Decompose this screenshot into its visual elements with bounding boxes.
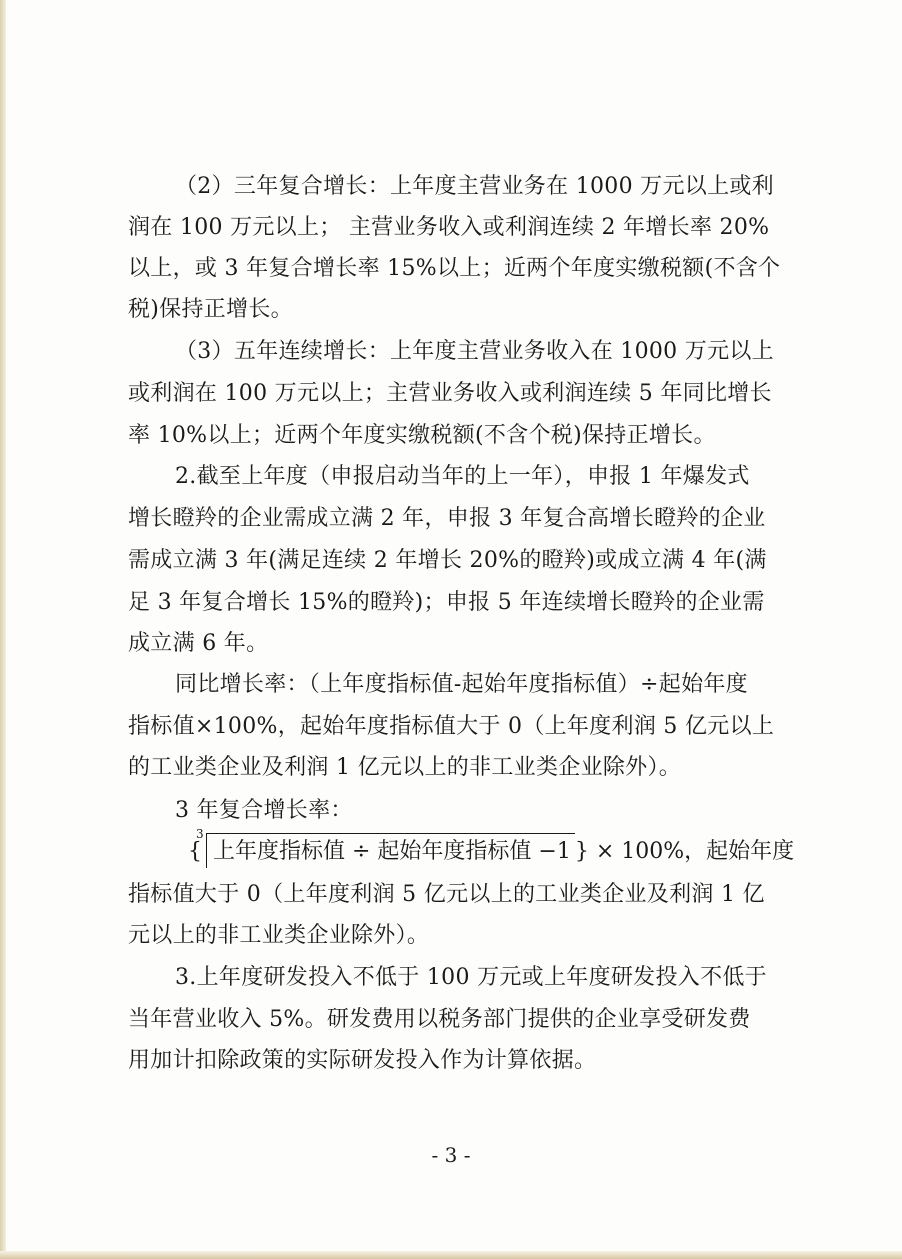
paragraph-line: （2）三年复合增长：上年度主营业务在 1000 万元以上或利 <box>175 174 774 199</box>
formula-tail: } × 100%，起始年度 <box>574 839 795 864</box>
scan-edge-left <box>0 0 6 1259</box>
compound-growth-formula <box>188 827 795 872</box>
formula-open-brace: { <box>188 839 202 864</box>
paragraph-line: 税)保持正增长。 <box>128 297 293 322</box>
paragraph-line: 用加计扣除政策的实际研发投入作为计算依据。 <box>128 1048 597 1073</box>
paragraph-line: 指标值大于 0（上年度利润 5 亿元以上的工业类企业及利润 1 亿 <box>128 882 765 907</box>
paragraph-line: 润在 100 万元以上； 主营业务收入或利润连续 2 年增长率 20% <box>128 215 770 240</box>
radicand: 上年度指标值 ÷ 起始年度指标值 −1 <box>213 839 571 864</box>
paragraph-line: 足 3 年复合增长 15%的瞪羚)；申报 5 年连续增长瞪羚的企业需 <box>128 590 765 615</box>
paragraph-line: 同比增长率：（上年度指标值-起始年度指标值）÷起始年度 <box>175 672 748 697</box>
paragraph-line: 成立满 6 年。 <box>128 631 269 656</box>
paragraph-line: 3 年复合增长率： <box>175 798 353 823</box>
page-number: - 3 - <box>431 1143 471 1167</box>
paragraph-line: 当年营业收入 5%。研发费用以税务部门提供的企业享受研发费 <box>128 1007 751 1032</box>
root-index: 3 <box>196 827 204 841</box>
paragraph-line: 2.截至上年度（申报启动当年的上一年），申报 1 年爆发式 <box>175 464 750 489</box>
scan-edge-bottom <box>0 1251 902 1259</box>
paragraph-line: 需成立满 3 年(满足连续 2 年增长 20%的瞪羚)或成立满 4 年(满 <box>128 548 767 573</box>
paragraph-line: 3.上年度研发投入不低于 100 万元或上年度研发投入不低于 <box>175 965 767 990</box>
paragraph-line: 元以上的非工业类企业除外）。 <box>128 923 430 948</box>
paragraph-line: 率 10%以上；近两个年度实缴税额(不含个税)保持正增长。 <box>128 423 716 448</box>
paragraph-line: 的工业类企业及利润 1 亿元以上的非工业类企业除外）。 <box>128 755 682 780</box>
paragraph-line: 或利润在 100 万元以上；主营业务收入或利润连续 5 年同比增长 <box>128 381 772 406</box>
paragraph-line: （3）五年连续增长：上年度主营业务收入在 1000 万元以上 <box>175 339 774 364</box>
cube-root <box>196 827 575 868</box>
paragraph-line: 增长瞪羚的企业需成立满 2 年，申报 3 年复合高增长瞪羚的企业 <box>128 506 766 531</box>
paragraph-line: 以上，或 3 年复合增长率 15%以上；近两个年度实缴税额(不含个 <box>128 256 781 281</box>
paragraph-line: 指标值×100%，起始年度指标值大于 0（上年度利润 5 亿元以上 <box>128 714 775 739</box>
